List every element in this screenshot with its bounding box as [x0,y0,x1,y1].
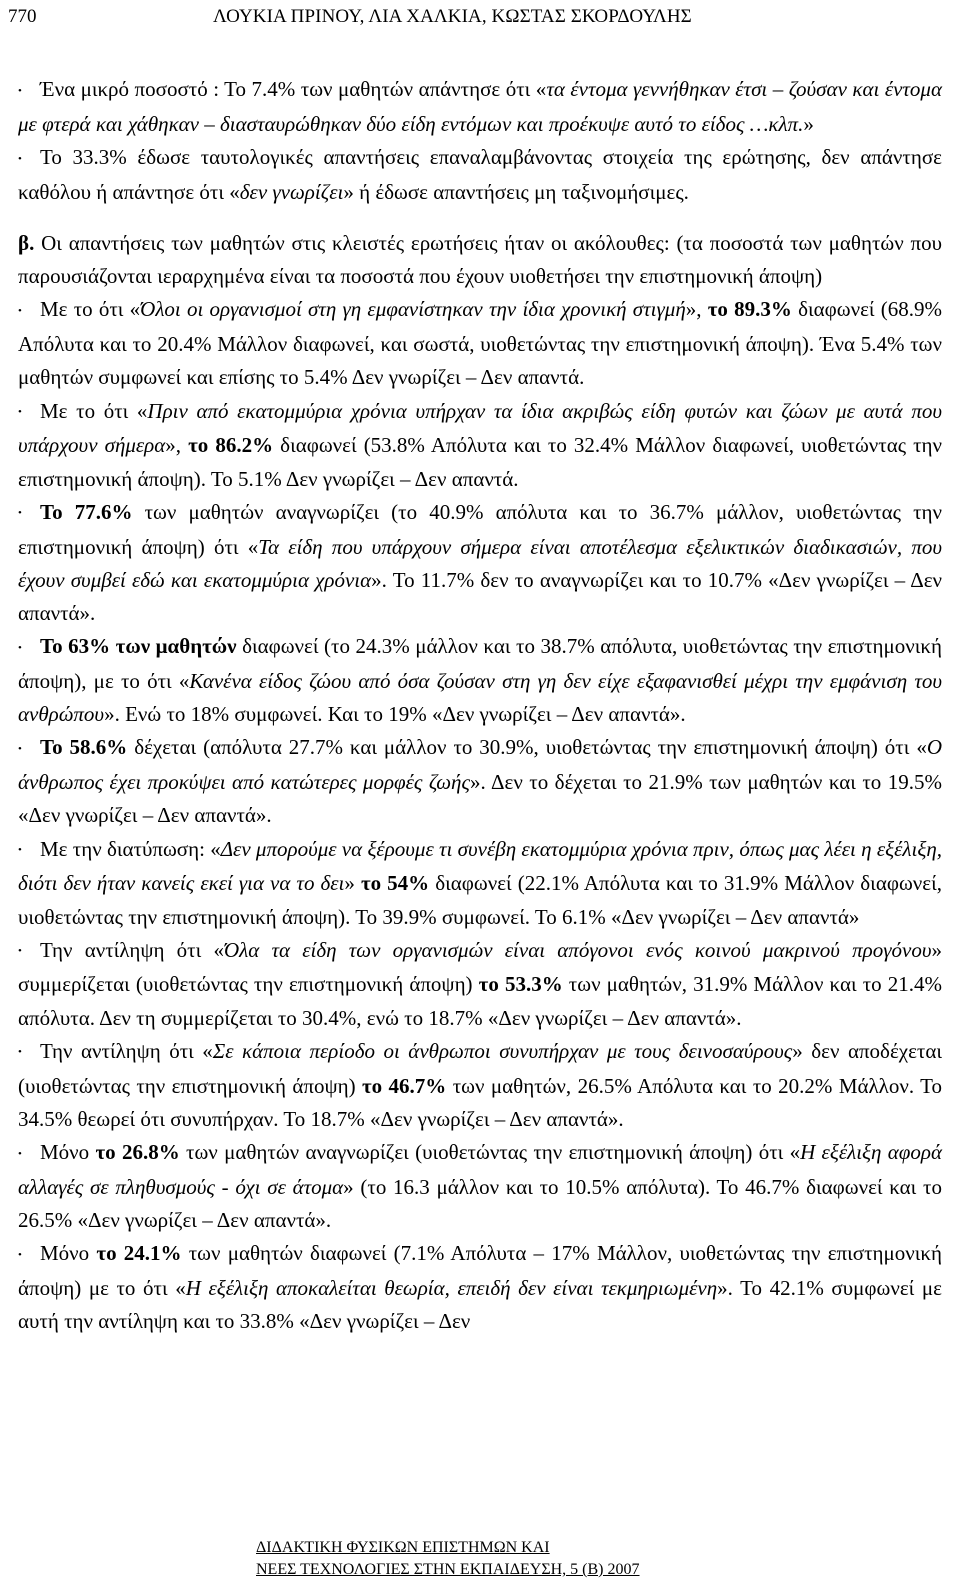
text-run: ». Δεν το δέχεται το 21.9% των μαθητών και το 19.5% «Δεν γνωρίζει – Δεν απαντά». [18,770,942,828]
paragraph-gap [18,209,942,227]
text-run: των μαθητών διαφωνεί (7.1% Απόλυτα – 17% Μάλλον, υιοθετώντας την επιστημονική άποψη) με το ότι « [18,1241,942,1301]
text-run: Με την διατύπωση: « [40,836,221,861]
bold-text: το 26.8% [95,1140,180,1165]
bold-text: το 86.2% [188,433,274,458]
bold-text: β. [18,230,35,255]
text-run: Μόνο [40,1241,97,1266]
paragraph-p3 [18,227,942,293]
text-run: Το 33.3% έδωσε ταυτολογικές απαντήσεις επαναλαμβάνοντας στοιχεία της ερώτησης, δεν απάντησε καθόλου ή απάντησε ότι « [18,144,942,204]
text-run: ». Το 11.7% δεν το αναγνωρίζει και το 10.7% «Δεν γνωρίζει – Δεν απαντά». [18,567,943,625]
footer-journal-line-1: ΔΙΔΑΚΤΙΚΗ ΦΥΣΙΚΩΝ ΕΠΙΣΤΗΜΩΝ ΚΑΙ [256,1539,550,1556]
text-run: » [344,871,361,896]
text-run: ». Το 42.1% συμφωνεί με αυτή την αντίληψη και το 33.8% «Δεν γνωρίζει – Δεν [18,1276,942,1334]
bullet-paragraph-p13 [18,1237,942,1338]
text-run: Με το ότι « [40,398,148,423]
running-head-authors: ΛΟΥΚΙΑ ΠΡΙΝΟΥ, ΛΙΑ ΧΑΛΚΙΑ, ΚΩΣΤΑΣ ΣΚΟΡΔΟΥΛΗΣ [213,6,692,27]
italic-quote: Η εξέλιξη αποκαλείται θεωρία, επειδή δεν είναι τεκμηριωμένη [185,1276,718,1301]
text-run: Οι απαντήσεις των μαθητών στις κλειστές ερωτήσεις ήταν οι ακόλουθες: (τα ποσοστά των μαθητών που παρουσιάζονται ιεραρχημένα είναι τα ποσοστά που έχουν υιοθετήσει την επιστημονική άποψη) [18,230,942,289]
text-run: » συμμερίζεται (υιοθετώντας την επιστημονική άποψη) [18,937,942,997]
footer-journal-line-2: ΝΕΕΣ ΤΕΧΝΟΛΟΓΙΕΣ ΣΤΗΝ ΕΚΠΑΙΔΕΥΣΗ, 5 (Β) 2007 [256,1561,640,1578]
italic-quote: Τα είδη που υπάρχουν σήμερα είναι αποτέλεσμα εξελικτικών διαδικασιών, που έχουν συμβεί εδώ και εκατομμύρια χρόνια [18,534,942,592]
text-run: ». Ενώ το 18% συμφωνεί. Και το 19% «Δεν γνωρίζει – Δεν απαντά». [104,702,686,727]
bullet-paragraph-p10 [18,934,942,1035]
italic-quote: δεν γνωρίζει [239,179,344,204]
text-run: διαφωνεί (68.9% Απόλυτα και το 20.4% Μάλλον διαφωνεί, και σωστά, υιοθετώντας την επιστημονική άποψη). Ένα 5.4% των μαθητών συμφωνεί και επίσης το 5.4% Δεν γνωρίζει – Δεν απαντά. [18,297,942,390]
italic-quote: Όλοι οι οργανισμοί στη γη εμφανίστηκαν την ίδια χρονική στιγμή [140,297,686,322]
italic-quote: Σε κάποια περίοδο οι άνθρωποι συνυπήρχαν με τους δεινοσαύρους [212,1038,793,1063]
italic-quote: Δεν μπορούμε να ξέρουμε τι συνέβη εκατομμύρια χρόνια πριν, όπως μας λέει η εξέλιξη, διότι δεν ήταν κανείς εκεί για να το δει [18,836,942,896]
text-run: Μόνο [40,1140,96,1165]
text-run: των μαθητών αναγνωρίζει (το 40.9% απόλυτα και το 36.7% μάλλον, υιοθετώντας την επιστημονική άποψη) ότι « [18,499,942,559]
italic-quote: Ο άνθρωπος έχει προκύψει από κατώτερες μορφές ζωής [18,735,942,795]
italic-quote: Πριν από εκατομμύρια χρόνια υπήρχαν τα ίδια ακριβώς είδη φυτών και ζώων με αυτά που υπάρχουν σήμερα [18,398,942,458]
page-number: 770 [8,6,37,27]
text-run: Την αντίληψη ότι « [40,937,224,962]
text-run: », [165,433,189,458]
bold-text: το 24.1% [96,1241,182,1266]
bold-text: το 46.7% [361,1073,447,1098]
text-run: των μαθητών, 31.9% Μάλλον και το 21.4% απόλυτα. Δεν τη συμμερίζεται το 30.4%, ενώ το 18.7% «Δεν γνωρίζει – Δεν απαντά». [18,972,942,1030]
text-run: », [685,297,708,322]
bold-text: Το 63% των μαθητών [40,634,237,659]
bold-text: το 89.3% [707,297,792,322]
bullet-paragraph-p9 [18,833,942,934]
italic-quote: Όλα τα είδη των οργανισμών είναι απόγονοι ενός κοινού μακρινού προγόνου [223,937,932,962]
bullet-paragraph-p5 [18,395,942,496]
italic-quote: Η εξέλιξη αφορά αλλαγές σε πληθυσμούς - όχι σε άτομα [18,1140,942,1199]
text-run: των μαθητών αναγνωρίζει (υιοθετώντας την επιστημονική άποψη) ότι « [179,1140,801,1165]
bullet-paragraph-p6 [18,496,942,630]
text-run: των μαθητών, 26.5% Απόλυτα και το 20.2% Μάλλον. Το 34.5% θεωρεί ότι συνυπήρχαν. Το 18.7% «Δεν γνωρίζει – Δεν απαντά». [18,1073,943,1131]
text-run: διαφωνεί (το 24.3% μάλλον και το 38.7% απόλυτα, υιοθετώντας την επιστημονική άποψη), με το ότι « [18,634,942,693]
text-run: Με το ότι « [40,297,141,322]
text-run: Ένα μικρό ποσοστό : Το 7.4% των μαθητών απάντησε ότι « [40,77,547,101]
text-run: διαφωνεί (22.1% Απόλυτα και το 31.9% Μάλλον διαφωνεί, υιοθετώντας την επιστημονική άποψη). Το 39.9% συμφωνεί. Το 6.1% «Δεν γνωρίζει – Δεν απαντά» [18,871,942,929]
text-run: διαφωνεί (53.8% Απόλυτα και το 32.4% Μάλλον διαφωνεί, υιοθετώντας την επιστημονική άποψη). Το 5.1% Δεν γνωρίζει – Δεν απαντά. [18,433,943,491]
text-run: » (το 16.3 μάλλον και το 10.5% απόλυτα). Το 46.7% διαφωνεί και το 26.5% «Δεν γνωρίζει – Δεν απαντά». [18,1174,942,1233]
text-run: δέχεται (απόλυτα 27.7% και μάλλον το 30.9%, υιοθετώντας την επιστημονική άποψη) ότι « [127,735,927,760]
bullet-paragraph-p7 [18,630,942,731]
bullet-paragraph-p2 [18,141,942,209]
text-run: » [803,111,814,136]
text-run: » δεν αποδέχεται (υιοθετώντας την επιστημονική άποψη) [18,1038,942,1098]
bold-text: το 54% [360,871,430,896]
bullet-paragraph-p1 [18,73,942,141]
text-run: Την αντίληψη ότι « [40,1038,213,1063]
text-run: » ή έδωσε απαντήσεις μη ταξινομήσιμες. [343,179,689,204]
bold-text: Το 77.6% [40,499,133,524]
page-footer [256,1537,640,1581]
bullet-paragraph-p11 [18,1035,942,1136]
bold-text: το 53.3% [478,972,563,997]
bullet-paragraph-p12 [18,1136,942,1237]
body-text [18,73,942,1338]
bold-text: Το 58.6% [40,735,128,760]
bullet-paragraph-p8 [18,731,942,832]
page-header [8,2,942,32]
italic-quote: Κανένα είδος ζώου από όσα ζούσαν στη γη δεν είχε εξαφανισθεί μέχρι την εμφάνιση του ανθρώπου [18,668,942,727]
bullet-paragraph-p4 [18,293,942,394]
italic-quote: τα έντομα γεννήθηκαν έτσι – ζούσαν και έντομα με φτερά και χάθηκαν – διασταυρώθηκαν δύο είδη εντόμων και προέκυψε αυτό το είδος …κλπ. [18,77,942,136]
